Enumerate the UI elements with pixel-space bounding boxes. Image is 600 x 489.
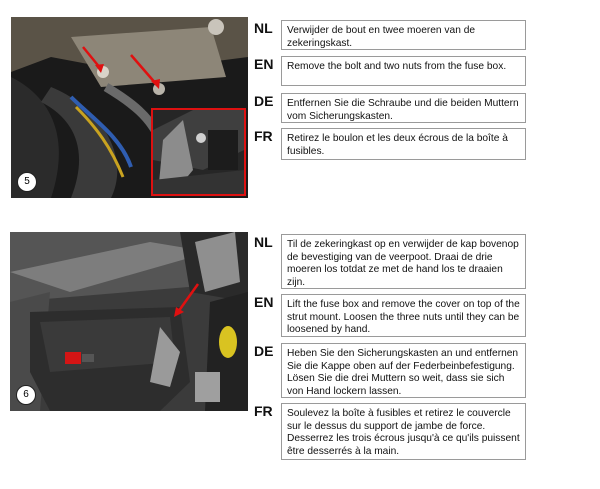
step-5-fr-row bbox=[254, 128, 526, 160]
step-6-de-row bbox=[254, 343, 526, 398]
instruction-text: Til de zekeringkast op en verwijder de kap bovenop de bevestiging van de veerpoot. Draai de drie moeren los totdat ze met de hand los te draaien zijn. bbox=[281, 234, 526, 289]
step-5-photo bbox=[11, 17, 248, 198]
step-5-de-row bbox=[254, 93, 526, 123]
instruction-text: Lift the fuse box and remove the cover on top of the strut mount. Loosen the three nuts until they can be loosened by hand. bbox=[281, 294, 526, 337]
instruction-text: Retirez le boulon et les deux écrous de la boîte à fusibles. bbox=[281, 128, 526, 160]
step-number-badge: 6 bbox=[16, 385, 36, 405]
instruction-text: Heben Sie den Sicherungskasten an und entfernen Sie die Kappe oben auf der Federbeinbefestigung. Lösen Sie die drei Muttern so weit, dass sie sich von Hand lockern lassen. bbox=[281, 343, 526, 398]
language-code: FR bbox=[254, 403, 273, 419]
language-code: DE bbox=[254, 93, 274, 109]
step-5-nl-row bbox=[254, 20, 526, 50]
step-5-inset-photo bbox=[151, 108, 246, 196]
language-code: DE bbox=[254, 343, 274, 359]
step-6-photo-illustration bbox=[10, 232, 248, 411]
language-code: FR bbox=[254, 128, 273, 144]
step-number-badge: 5 bbox=[17, 172, 37, 192]
language-code: EN bbox=[254, 294, 274, 310]
step-6-en-row bbox=[254, 294, 526, 337]
step-5-inset-illustration bbox=[153, 110, 244, 194]
step-5-en-row bbox=[254, 56, 526, 86]
language-code: NL bbox=[254, 20, 273, 36]
step-6-photo bbox=[10, 232, 248, 411]
instruction-text: Remove the bolt and two nuts from the fuse box. bbox=[281, 56, 526, 86]
instruction-text: Soulevez la boîte à fusibles et retirez le couvercle sur le dessus du support de jambe de force. Desserrez les trois écrous jusqu'à ce qu'ils puissent être desserrés à la main. bbox=[281, 403, 526, 460]
step-6-fr-row bbox=[254, 403, 526, 460]
instruction-text: Entfernen Sie die Schraube und die beiden Muttern vom Sicherungskasten. bbox=[281, 93, 526, 123]
language-code: EN bbox=[254, 56, 274, 72]
step-6-nl-row bbox=[254, 234, 526, 289]
instruction-text: Verwijder de bout en twee moeren van de zekeringskast. bbox=[281, 20, 526, 50]
language-code: NL bbox=[254, 234, 273, 250]
